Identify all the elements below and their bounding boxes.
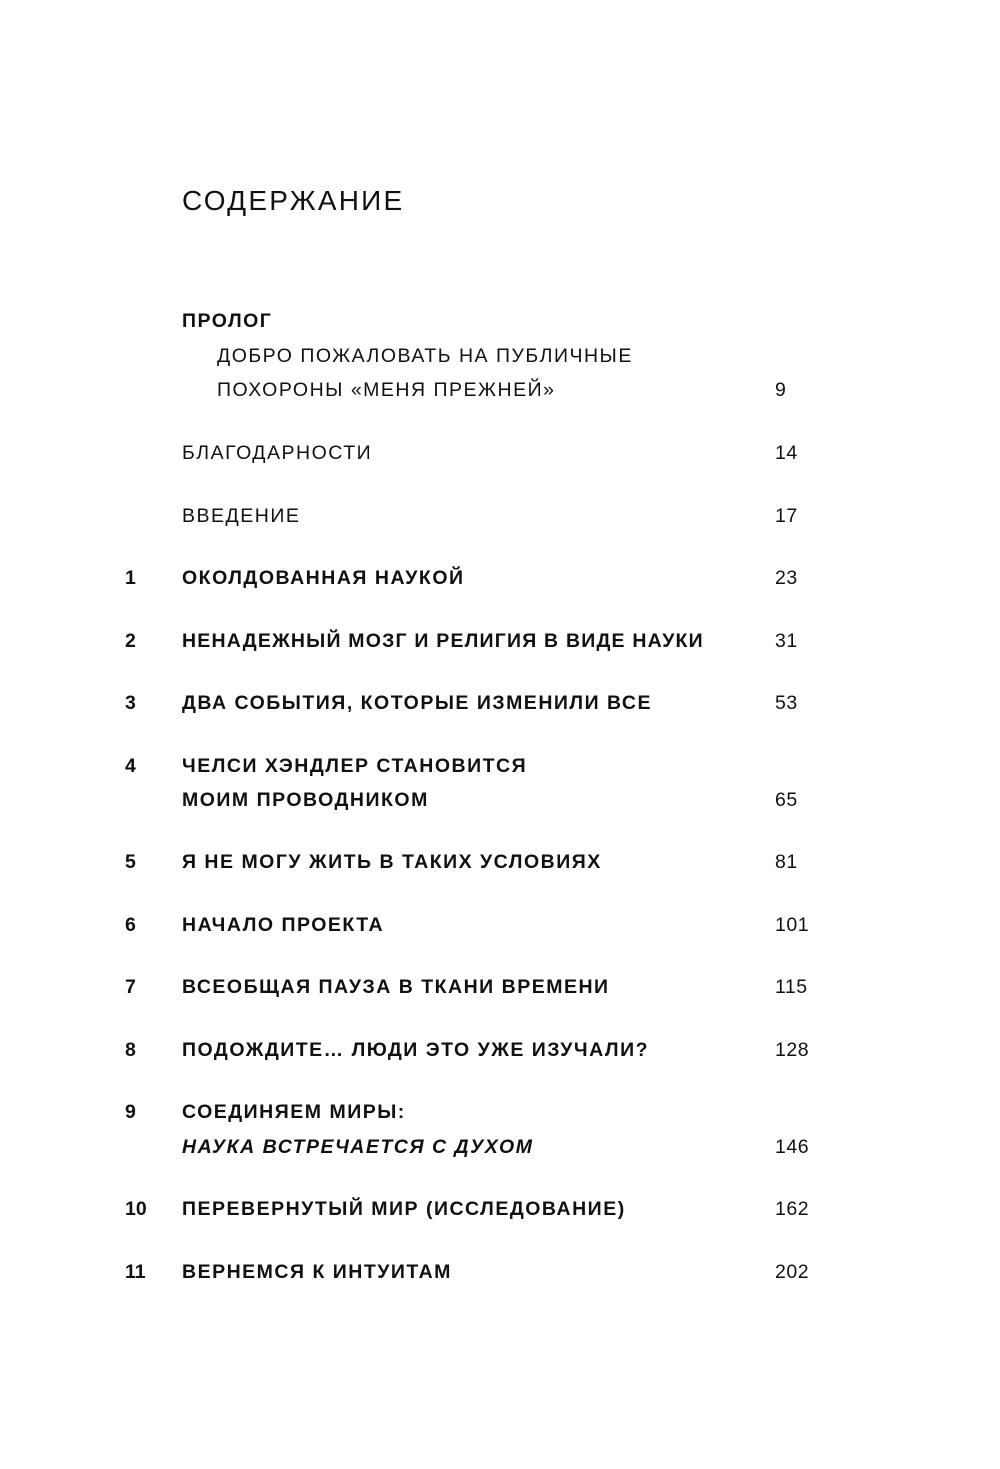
chapter-page-number: 65 — [775, 789, 798, 811]
chapter-title: ПОДОЖДИТЕ… ЛЮДИ ЭТО УЖЕ ИЗУЧАЛИ? — [182, 1039, 650, 1061]
page-title: СОДЕРЖАНИЕ — [182, 185, 405, 216]
chapter-number: 2 — [125, 630, 136, 652]
chapter-page-number: 23 — [775, 567, 798, 589]
chapter-number: 5 — [125, 851, 136, 873]
chapter-page-number: 162 — [775, 1198, 810, 1220]
chapter-title: ПЕРЕВЕРНУТЫЙ МИР (ИССЛЕДОВАНИЕ) — [182, 1198, 626, 1220]
introduction-label: ВВЕДЕНИЕ — [182, 505, 301, 527]
chapter-title: Я НЕ МОГУ ЖИТЬ В ТАКИХ УСЛОВИЯХ — [182, 851, 602, 873]
chapter-number: 8 — [125, 1039, 136, 1061]
prolog-subtitle-line2: ПОХОРОНЫ «МЕНЯ ПРЕЖНЕЙ» — [217, 379, 556, 401]
prolog-page-number: 9 — [775, 379, 787, 401]
chapter-page-number: 115 — [775, 976, 808, 998]
chapter-title: НЕНАДЕЖНЫЙ МОЗГ И РЕЛИГИЯ В ВИДЕ НАУКИ — [182, 630, 704, 652]
chapter-page-number: 146 — [775, 1136, 810, 1158]
chapter-page-number: 202 — [775, 1261, 810, 1283]
prolog-subtitle-line1: ДОБРО ПОЖАЛОВАТЬ НА ПУБЛИЧНЫЕ — [217, 345, 633, 367]
prolog-heading: ПРОЛОГ — [182, 310, 273, 332]
chapter-title: НАЧАЛО ПРОЕКТА — [182, 914, 385, 936]
chapter-number: 11 — [125, 1261, 146, 1283]
chapter-title-line1: СОЕДИНЯЕМ МИРЫ: — [182, 1101, 406, 1123]
chapter-page-number: 101 — [775, 914, 810, 936]
chapter-page-number: 31 — [775, 630, 798, 652]
chapter-page-number: 53 — [775, 692, 798, 714]
chapter-number: 4 — [125, 755, 136, 777]
chapter-page-number: 128 — [775, 1039, 810, 1061]
chapter-title-line2: МОИМ ПРОВОДНИКОМ — [182, 789, 429, 811]
chapter-number: 10 — [125, 1198, 147, 1220]
chapter-title: ВСЕОБЩАЯ ПАУЗА В ТКАНИ ВРЕМЕНИ — [182, 976, 610, 998]
chapter-title: ОКОЛДОВАННАЯ НАУКОЙ — [182, 567, 465, 589]
chapter-title-line1: ЧЕЛСИ ХЭНДЛЕР СТАНОВИТСЯ — [182, 755, 528, 777]
chapter-number: 1 — [125, 567, 136, 589]
chapter-number: 7 — [125, 976, 136, 998]
chapter-number: 9 — [125, 1101, 136, 1123]
acknowledgements-page-number: 14 — [775, 442, 798, 464]
acknowledgements-label: БЛАГОДАРНОСТИ — [182, 442, 373, 464]
chapter-title: ВЕРНЕМСЯ К ИНТУИТАМ — [182, 1261, 452, 1283]
chapter-number: 6 — [125, 914, 136, 936]
chapter-page-number: 81 — [775, 851, 798, 873]
chapter-title: ДВА СОБЫТИЯ, КОТОРЫЕ ИЗМЕНИЛИ ВСЕ — [182, 692, 652, 714]
chapter-title-line2: НАУКА ВСТРЕЧАЕТСЯ С ДУХОМ — [182, 1136, 534, 1158]
chapter-number: 3 — [125, 692, 136, 714]
introduction-page-number: 17 — [775, 505, 798, 527]
